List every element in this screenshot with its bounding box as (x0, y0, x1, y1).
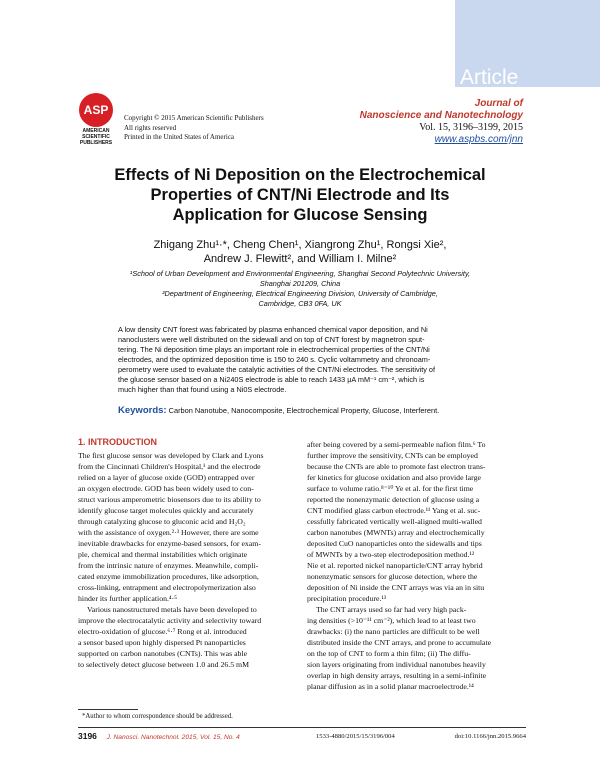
body-text-line: of MWNTs by a two-step electrodeposition method.¹² (307, 550, 475, 559)
title-line: Properties of CNT/Ni Electrode and Its (150, 186, 450, 204)
footnote: *Author to whom correspondence should be addressed. (82, 713, 233, 720)
body-text-line: planar diffusion as in a solid planar macroelectrode.¹⁴ (307, 682, 474, 691)
paper-title (60, 165, 540, 225)
title-line: Effects of Ni Deposition on the Electrochemical (114, 166, 486, 184)
body-text-line: fer kinetics for glucose oxidation and also provide large (307, 473, 481, 482)
body-text-line: improve the electrocatalytic activity and selectivity toward (78, 616, 262, 625)
body-text-line: deposited CuO nanoparticles onto the sidewalls and tips (307, 539, 482, 548)
abstract-line: perometry were used to evaluate the catalytic activities of the CNT/Ni electrodes. The sensitivity of (118, 365, 436, 374)
body-text-line: through catalyzing glucose to gluconic acid and H₂O₂ (78, 517, 246, 526)
journal-reference: J. Nanosci. Nanotechnol. 2015, Vol. 15, No. 4 (106, 734, 240, 741)
author-list (60, 238, 540, 266)
journal-name-line: Nanoscience and Nanotechnology (359, 110, 523, 121)
body-text-line: on the top of CNT to form a thin film; (ii) The diffu- (307, 649, 471, 658)
footnote-divider (78, 709, 138, 710)
body-text-line: Various nanostructured metals have been developed to (87, 605, 257, 614)
affiliation-line: ²Department of Engineering, Electrical Engineering Division, University of Cambridge, (162, 289, 438, 298)
body-text-line: hinder its further application.⁴·⁵ (78, 594, 177, 603)
body-text-line: electro-oxidation of glucose.⁶·⁷ Rong et al. introduced (78, 627, 247, 636)
page-number: 3196 (78, 731, 97, 741)
affiliation-line: ¹School of Urban Development and Environmental Engineering, Shanghai Second Polytechnic University, (129, 269, 471, 278)
author-line: Zhigang Zhu¹·*, Cheng Chen¹, Xiangrong Zhu¹, Rongsi Xie², (153, 239, 447, 251)
body-text-line: The first glucose sensor was developed by Clark and Lyons (78, 451, 264, 460)
body-text-line: from the Cincinnati Children's Hospital,¹ and the electrode (78, 462, 261, 471)
keywords-text: Carbon Nanotube, Nanocomposite, Electrochemical Property, Glucose, Interferent. (168, 406, 440, 415)
body-text-line: Nie et al. reported nickel nanoparticle/CNT array hybrid (307, 561, 483, 570)
copyright-line: Printed in the United States of America (124, 133, 235, 141)
body-text-line: carbon nanotubes (MWNTs) array and electrochemically (307, 528, 485, 537)
body-text-line: reported the nonenzymatic detection of glucose using a (307, 495, 480, 504)
body-text-line: from the intrinsic nature of enzymes. Meanwhile, compli- (78, 561, 259, 570)
logo-text: ASP (83, 103, 109, 117)
abstract-line: much higher than that found using a Ni0S electrode. (118, 385, 287, 394)
body-text-line: a sensor based upon highly dispersed Pt nanoparticles (78, 638, 246, 647)
body-text-line: supported on carbon nanotubes (CNTs). This was able (78, 649, 248, 658)
publisher-logo (79, 93, 113, 127)
abstract-line: the glucose sensor based on a Ni240S electrode is able to reach 1433 μA mM⁻¹ cm⁻², which is (118, 375, 425, 384)
body-text-line: drawbacks: (i) the nano particles are difficult to be well (307, 627, 480, 636)
abstract-line: nanoclusters were well distributed on the sidewall and on top of CNT forest by magnetron sput- (118, 335, 425, 344)
body-text-line: cross-linking, entrapment and electropolymerization also (78, 583, 256, 592)
copyright-block (124, 114, 264, 143)
body-text-line: ing densities (>10⁻¹¹ cm⁻²), which lead to at least two (307, 616, 476, 625)
abstract-line: tering. The Ni deposition time plays an important role in electrochemical properties of the CNT/Ni (118, 345, 430, 354)
body-text-line: with the assistance of oxygen.²·³ However, there are some (78, 528, 259, 537)
article-label: Article (460, 66, 519, 89)
journal-url-link[interactable]: www.aspbs.com/jnn (434, 134, 523, 145)
left-column (78, 450, 296, 670)
journal-name-line: Journal of (474, 98, 523, 109)
title-line: Application for Glucose Sensing (172, 206, 428, 224)
affiliations (60, 269, 540, 309)
affiliation-line: Cambridge, CB3 0FA, UK (258, 299, 342, 308)
body-text-line: further improve the sensitivity, CNTs can be employed (307, 451, 478, 460)
footer-divider (78, 727, 526, 728)
abstract-line: electrodes, and the optimized deposition time is 150 to 240 s. Cyclic voltammetry and chronoam- (118, 355, 431, 364)
body-text-line: deposition of Ni inside the CNT arrays was via an in situ (307, 583, 485, 592)
section-heading: 1. INTRODUCTION (78, 437, 158, 447)
body-text-line: identify glucose target molecules quickly and accurately (78, 506, 254, 515)
body-text-line: surface to volume ratio.⁸⁻¹⁰ Ye et al. for the first time (307, 484, 474, 493)
body-text-line: an oxygen electrode. GOD has been widely used to con- (78, 484, 254, 493)
keywords-label: Keywords: (118, 405, 167, 416)
keywords (118, 405, 488, 416)
journal-info (360, 98, 523, 146)
body-text-line: The CNT arrays used so far had very high pack- (316, 605, 467, 614)
doi: doi:10.1166/jnn.2015.9664 (454, 733, 526, 740)
affiliation-line: Shanghai 201209, China (259, 279, 341, 288)
body-text-line: inevitable drawbacks for enzyme-based sensors, for exam- (78, 539, 261, 548)
publisher-name-line: AMERICAN (82, 128, 110, 134)
body-text-line: relied on a layer of glucose oxide (GOD) entrapped over (78, 473, 255, 482)
abstract-line: A low density CNT forest was fabricated by plasma enhanced chemical vapor deposition, and Ni (118, 325, 428, 334)
publisher-name-line: PUBLISHERS (79, 140, 113, 146)
copyright-line: Copyright © 2015 American Scientific Publishers (124, 114, 264, 122)
body-text-line: cated enzyme immobilization procedures, like adsorption, (78, 572, 259, 581)
body-text-line: overlap in high density arrays, resulting in a semi-infinite (307, 671, 487, 680)
issn: 1533-4880/2015/15/3196/004 (316, 733, 395, 740)
abstract (118, 325, 483, 395)
volume-line: Vol. 15, 3196–3199, 2015 (419, 122, 523, 133)
page-footer (78, 731, 526, 741)
body-text-line: CNT modified glass carbon electrode.¹¹ Yang et al. suc- (307, 506, 481, 515)
body-text-line: distributed inside the CNT arrays, and prone to accumulate (307, 638, 492, 647)
body-text-line: nonenzymatic sensors for glucose detection, where the (307, 572, 478, 581)
body-text-line: after being covered by a semi-permeable nafion film.⁶ To (307, 440, 486, 449)
body-text-line: to selectively detect glucose between 1.0 and 26.5 mM (78, 660, 250, 669)
publisher-name-line: SCIENTIFIC (82, 134, 110, 140)
body-text-line: cessfully fabricated vertically well-aligned multi-walled (307, 517, 482, 526)
publisher-name (70, 128, 122, 146)
author-line: Andrew J. Flewitt², and William I. Milne² (203, 253, 397, 265)
body-text-line: precipitation procedure.¹³ (307, 594, 387, 603)
body-text-line: ple, chemical and thermal instabilities which originate (78, 550, 248, 559)
body-text-line: because the CNTs are able to promote fast electron trans- (307, 462, 486, 471)
right-column (307, 439, 525, 692)
body-text-line: sion layers originating from individual nanotubes heavily (307, 660, 486, 669)
body-text-line: struct various amperometric biosensors due to its ability to (78, 495, 261, 504)
copyright-line: All rights reserved (124, 123, 177, 132)
